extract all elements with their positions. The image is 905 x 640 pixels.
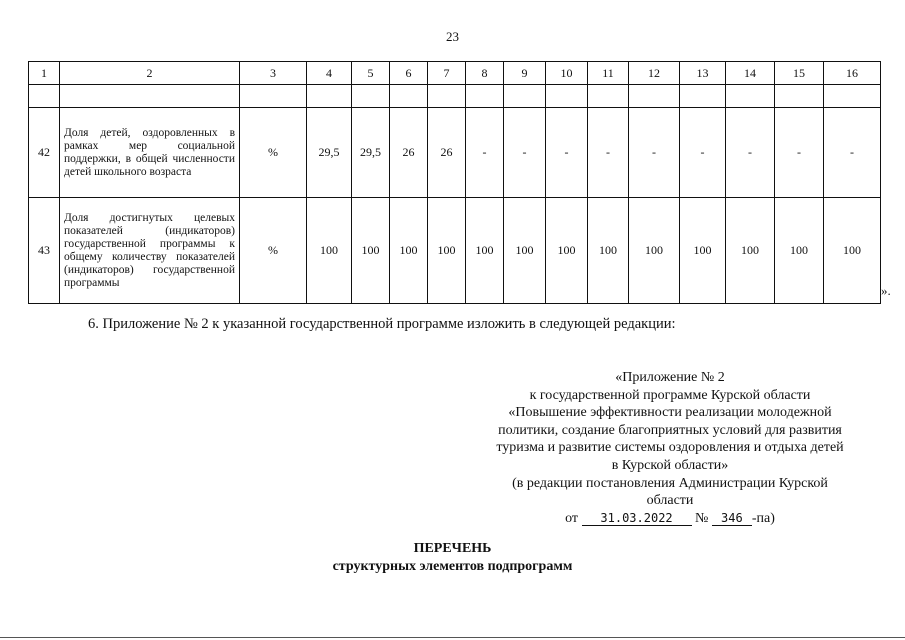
blank-cell: [726, 85, 775, 108]
value-cell: -: [466, 108, 504, 198]
value-cell: 100: [775, 198, 824, 304]
value-cell: -: [726, 108, 775, 198]
column-header: 9: [504, 62, 546, 85]
title-line-2: структурных элементов подпрограмм: [332, 559, 573, 574]
number-label: №: [695, 510, 709, 526]
value-cell: 100: [726, 198, 775, 304]
row-number: 42: [29, 108, 60, 198]
blank-cell: [428, 85, 466, 108]
value-cell: 26: [428, 108, 466, 198]
column-header: 16: [824, 62, 881, 85]
value-cell: 100: [466, 198, 504, 304]
value-cell: 100: [588, 198, 629, 304]
row-number: 43: [29, 198, 60, 304]
column-header: 2: [60, 62, 240, 85]
value-cell: -: [824, 108, 881, 198]
column-header: 10: [546, 62, 588, 85]
value-cell: -: [504, 108, 546, 198]
unit-cell: %: [240, 108, 307, 198]
unit-cell: %: [240, 198, 307, 304]
column-header: 3: [240, 62, 307, 85]
closing-quote: ».: [881, 283, 891, 298]
blank-cell: [240, 85, 307, 108]
from-label: от: [565, 510, 579, 526]
indicator-name: Доля достигнутых целевых показателей (индикаторов) государственной программы к общему количеству показателей (индикаторов) государственной программы: [60, 198, 240, 304]
value-cell: 29,5: [352, 108, 390, 198]
column-header: 12: [629, 62, 680, 85]
value-cell: 100: [824, 198, 881, 304]
blank-cell: [629, 85, 680, 108]
column-header: 15: [775, 62, 824, 85]
value-cell: -: [588, 108, 629, 198]
column-header: 5: [352, 62, 390, 85]
date-field: 31.03.2022: [582, 511, 692, 526]
column-header: 8: [466, 62, 504, 85]
indicator-name: Доля детей, оздоровленных в рамках мер социальной поддержки, в общей численности детей школьного возраста: [60, 108, 240, 198]
blank-cell: [775, 85, 824, 108]
appendix-label: «Приложение № 2: [615, 370, 725, 385]
blank-cell: [352, 85, 390, 108]
column-header: 7: [428, 62, 466, 85]
page-number: 23: [446, 29, 459, 44]
value-cell: 26: [390, 108, 428, 198]
scan-edge-line: [0, 637, 905, 638]
column-header: 13: [680, 62, 726, 85]
value-cell: -: [775, 108, 824, 198]
blank-cell: [504, 85, 546, 108]
indicators-table: [28, 61, 881, 304]
blank-row: [29, 85, 881, 108]
number-field: 346: [712, 511, 752, 526]
value-cell: 100: [390, 198, 428, 304]
value-cell: 100: [428, 198, 466, 304]
value-cell: 100: [307, 198, 352, 304]
blank-cell: [680, 85, 726, 108]
appendix-program: к государственной программе Курской области: [529, 387, 811, 403]
appendix-heading: [494, 369, 846, 527]
blank-cell: [60, 85, 240, 108]
column-header: 1: [29, 62, 60, 85]
blank-cell: [390, 85, 428, 108]
number-suffix: -па): [751, 510, 775, 526]
blank-cell: [307, 85, 352, 108]
appendix-edition: (в редакции постановления Администрации Курской области: [512, 475, 828, 509]
blank-cell: [466, 85, 504, 108]
value-cell: 100: [352, 198, 390, 304]
value-cell: 100: [546, 198, 588, 304]
value-cell: 29,5: [307, 108, 352, 198]
table-row: [29, 108, 881, 198]
appendix-signature-line: [494, 510, 846, 528]
value-cell: 100: [504, 198, 546, 304]
column-header: 14: [726, 62, 775, 85]
value-cell: -: [680, 108, 726, 198]
document-title: [0, 540, 905, 576]
column-header: 11: [588, 62, 629, 85]
column-header: 6: [390, 62, 428, 85]
value-cell: -: [629, 108, 680, 198]
appendix-program-title: «Повышение эффективности реализации молодежной политики, создание благоприятных условий для развития туризма и развитие системы оздоровления и отдыха детей в Курской области»: [496, 405, 844, 473]
value-cell: -: [546, 108, 588, 198]
table-row: [29, 198, 881, 304]
column-header: 4: [307, 62, 352, 85]
value-cell: 100: [629, 198, 680, 304]
value-cell: 100: [680, 198, 726, 304]
header-row: [29, 62, 881, 85]
instruction-text: 6. Приложение № 2 к указанной государственной программе изложить в следующей редакции:: [88, 316, 676, 332]
blank-cell: [29, 85, 60, 108]
title-line-1: ПЕРЕЧЕНЬ: [413, 541, 492, 556]
blank-cell: [824, 85, 881, 108]
blank-cell: [546, 85, 588, 108]
blank-cell: [588, 85, 629, 108]
